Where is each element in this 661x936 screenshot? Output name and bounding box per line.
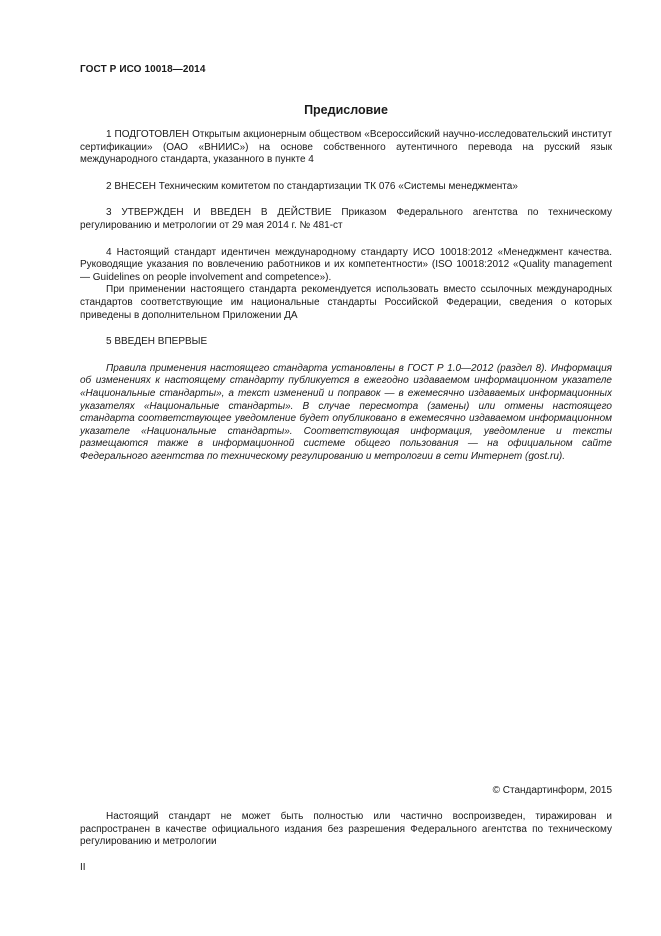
foreword-content [80, 129, 612, 463]
copyright-notice: © Стандартинформ, 2015 [492, 785, 612, 796]
paragraph-submitted: 2 ВНЕСЕН Техническим комитетом по стандартизации ТК 076 «Системы менеджмента» [106, 180, 518, 192]
paragraph-introduced: 5 ВВЕДЕН ВПЕРВЫЕ [106, 336, 208, 348]
reproduction-notice: Настоящий стандарт не может быть полностью или частично воспроизведен, тиражирован и распространен в качестве официального издания без разрешения Федерального агентства по техническому регулированию и метрологии [80, 811, 612, 848]
document-header: ГОСТ Р ИСО 10018—2014 [80, 64, 206, 75]
page-title: Предисловие [304, 103, 388, 117]
paragraph-references: При применении настоящего стандарта рекомендуется использовать вместо ссылочных международных стандартов соответствующие им национальные стандарты Российской Федерации, сведения о которых приведены в дополнительном Приложении ДА [80, 284, 612, 321]
paragraph-approved: 3 УТВЕРЖДЕН И ВВЕДЕН В ДЕЙСТВИЕ Приказом Федерального агентства по техническому регулированию и метрологии от 29 мая 2014 г. № 481-ст [80, 207, 612, 231]
page-number: II [80, 862, 86, 873]
paragraph-prepared: 1 ПОДГОТОВЛЕН Открытым акционерным обществом «Всероссийский научно-исследовательский институт сертификации» (ОАО «ВНИИС») на основе собственного аутентичного перевода на русский язык международного стандарта, указанного в пункте 4 [80, 129, 612, 166]
paragraph-rules-notice: Правила применения настоящего стандарта установлены в ГОСТ Р 1.0—2012 (раздел 8). Информация об изменениях к настоящему стандарту публикуется в ежегодно издаваемом информационном указателе «Национальные стандарты», а текст изменений и поправок — в ежемесячно издаваемых информационных указателях «Национальные стандарты». В случае пересмотра (замены) или отмены настоящего стандарта соответствующее уведомление будет опубликовано в ежемесячно издаваемом информационном указателе «Национальные стандарты». Соответствующая информация, уведомление и тексты размещаются также в информационной системе общего пользования — на официальном сайте Федерального агентства по техническому регулированию и метрологии в сети Интернет (gost.ru). [80, 362, 612, 462]
paragraph-identical: 4 Настоящий стандарт идентичен международному стандарту ИСО 10018:2012 «Менеджмент качества. Руководящие указания по вовлечению работников и их компетентности» (ISO 10018:2012 «Quality management — Guidelines on people involvement and competence»). [80, 246, 612, 283]
